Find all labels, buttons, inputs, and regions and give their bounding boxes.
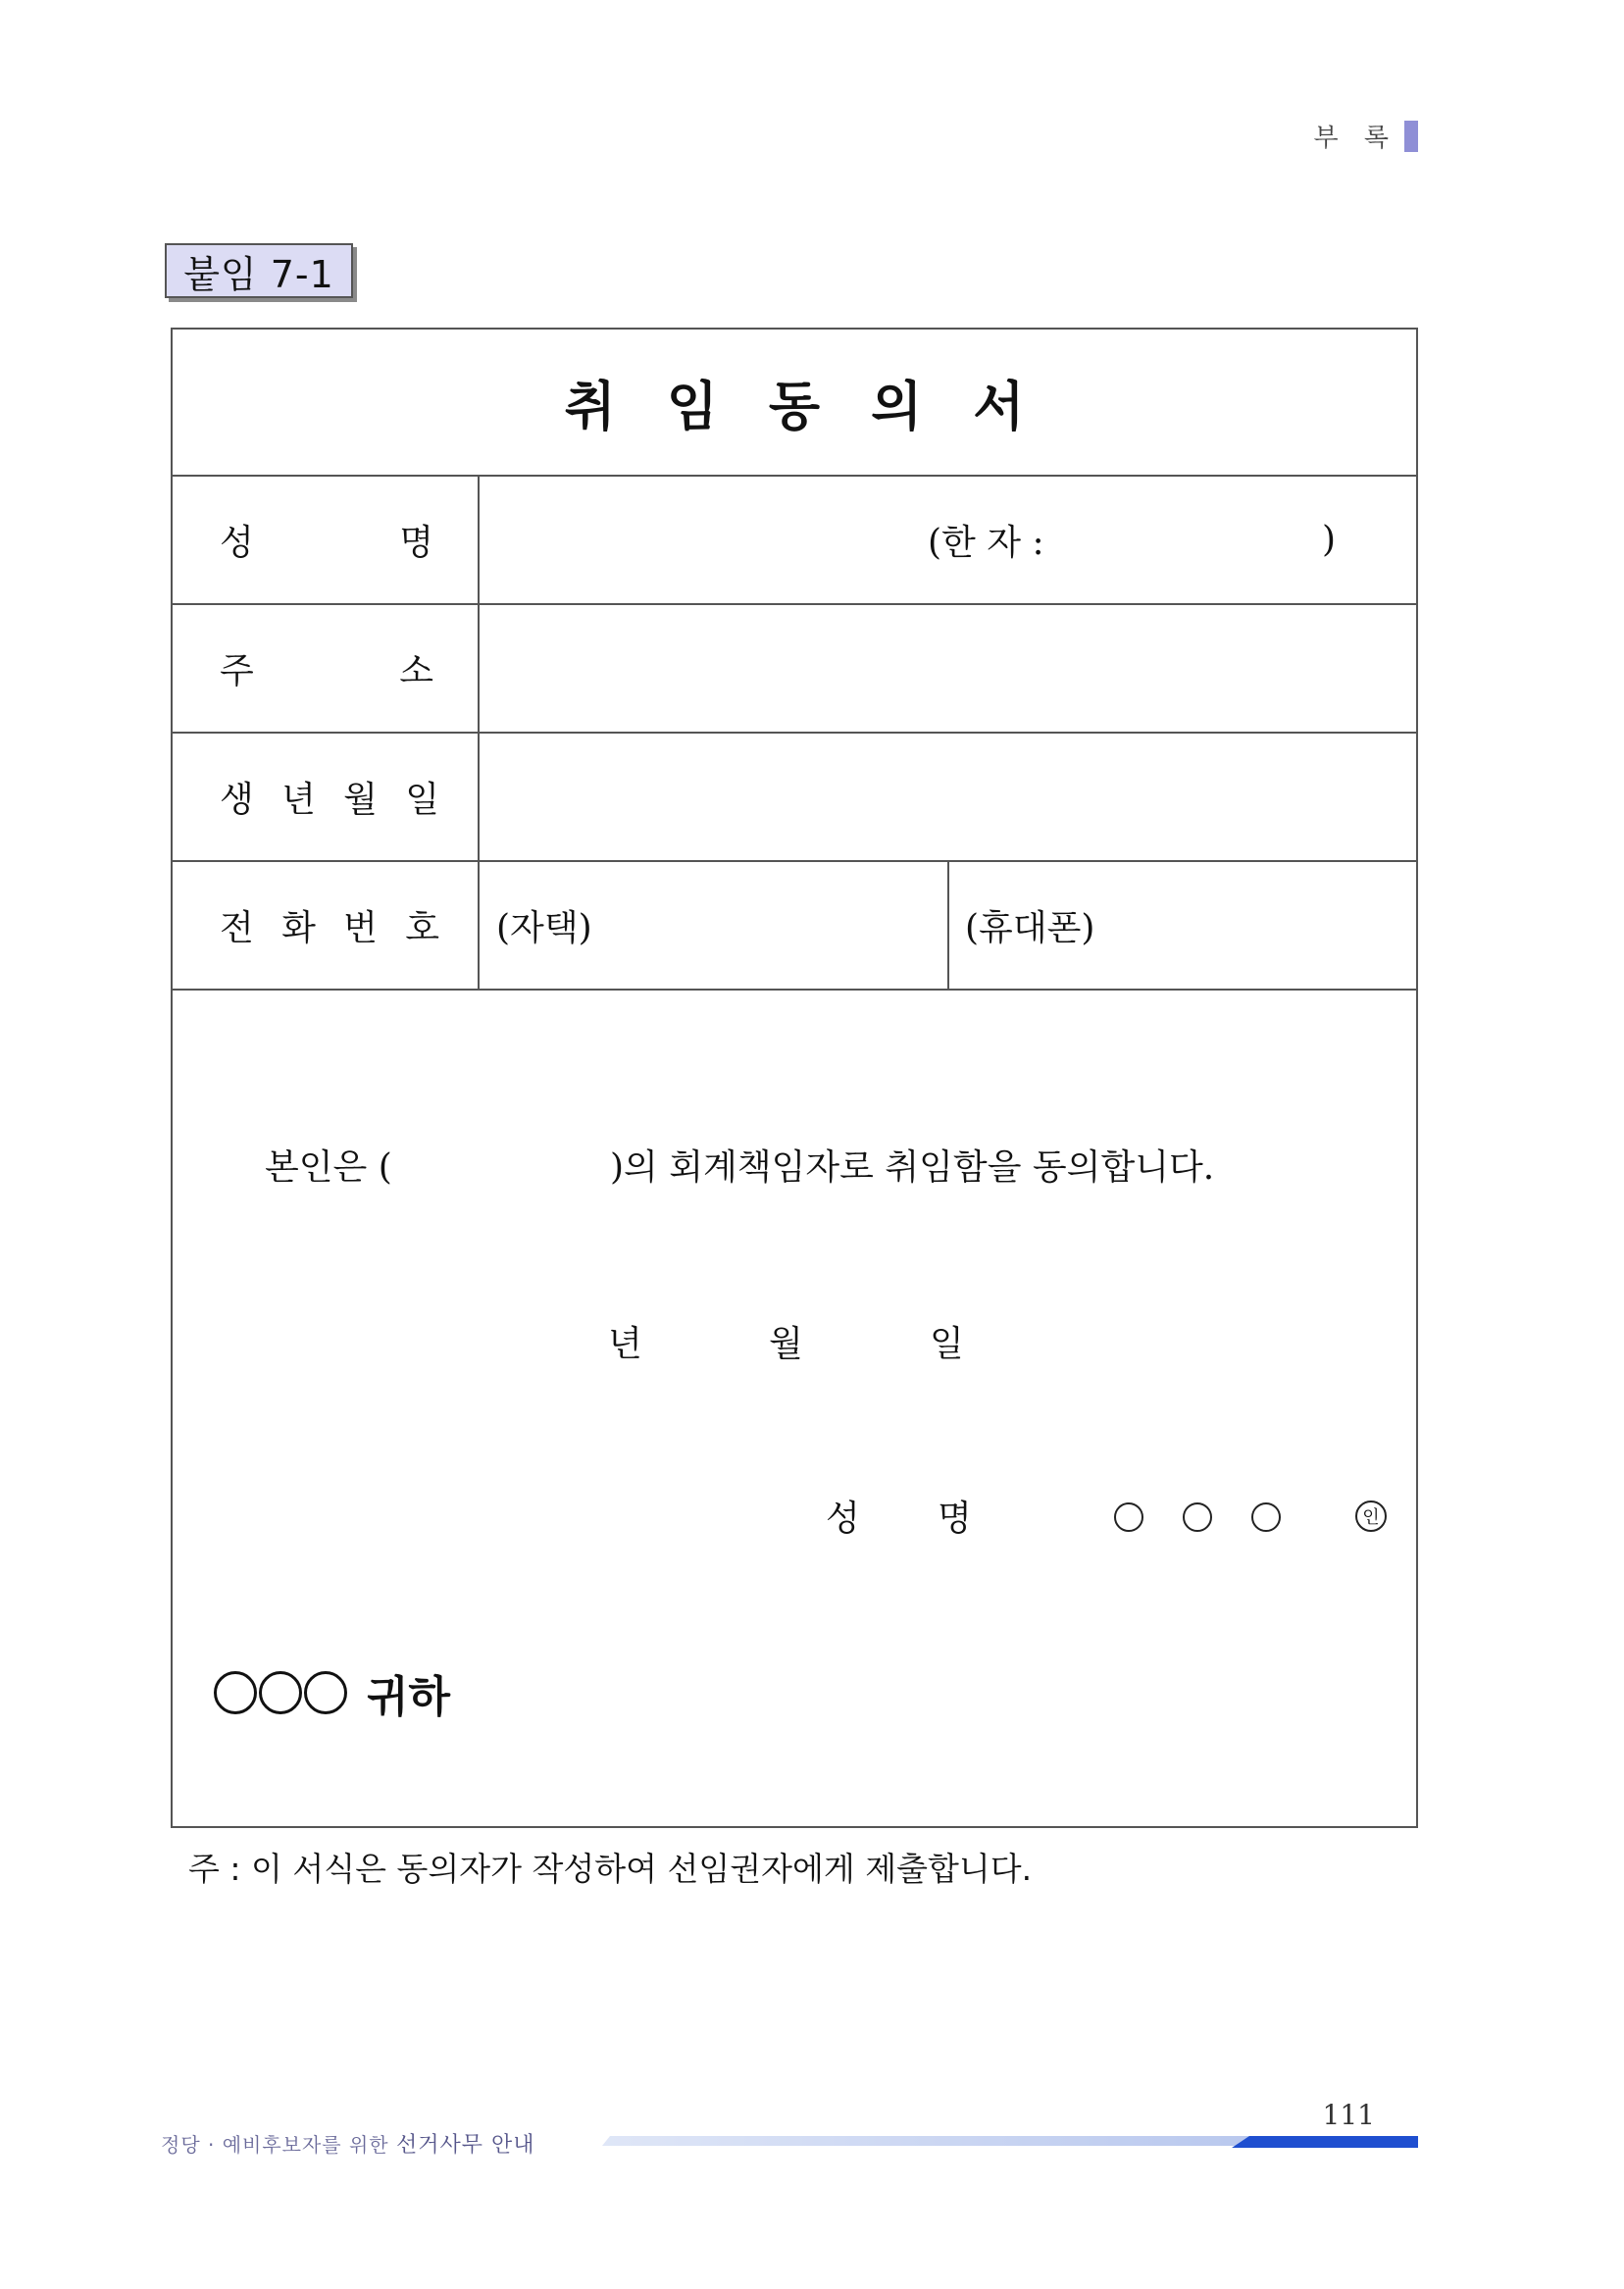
consent-form <box>171 328 1418 1828</box>
section-label-text: 부 록 <box>1313 124 1391 153</box>
signer-name-label-2: 명 <box>938 1499 972 1539</box>
label-char: 화 <box>281 908 316 948</box>
address-label <box>173 605 479 732</box>
birthdate-field[interactable] <box>482 736 1414 858</box>
consent-prefix: 본인은 ( <box>265 1147 392 1188</box>
mobile-phone-label: (휴대폰) <box>965 908 1095 948</box>
addressee-placeholder-circle <box>214 1671 257 1714</box>
footer-title-strong: 선거사무 안내 <box>396 2133 535 2158</box>
consent-statement: )의 회계책임자로 취임함을 동의합니다. <box>610 1147 1215 1188</box>
hanja-close: ) <box>1322 520 1337 560</box>
date-year-label: 년 <box>608 1324 642 1364</box>
home-phone-field[interactable] <box>496 862 928 989</box>
label-char: 주 <box>220 651 254 691</box>
form-note: 주 : 이 서식은 동의자가 작성하여 선임권자에게 제출합니다. <box>188 1850 1033 1888</box>
name-label <box>173 477 479 603</box>
section-label <box>1314 118 1419 154</box>
addressee-honorific: 귀하 <box>367 1672 451 1722</box>
mobile-phone-field[interactable] <box>965 862 1396 989</box>
placeholder-circle <box>1251 1502 1281 1532</box>
birthdate-label <box>173 734 479 860</box>
table-column-divider <box>947 860 949 989</box>
hanja-label: (한 자 : <box>928 523 1044 563</box>
addressee-placeholder-circle <box>304 1671 347 1714</box>
form-title-char: 서 <box>973 374 1025 437</box>
label-char: 생 <box>220 780 254 820</box>
name-field[interactable] <box>482 479 904 601</box>
seal-char: 인 <box>1355 1501 1387 1532</box>
addressee-placeholder-circle <box>259 1671 302 1714</box>
footer-title <box>161 2128 535 2159</box>
signer-name-label-1: 성 <box>826 1499 860 1539</box>
form-title-char: 임 <box>666 374 718 437</box>
attachment-tag: 붙임 7-1 <box>165 243 353 298</box>
form-title-char: 동 <box>768 374 821 437</box>
table-divider <box>173 989 1416 991</box>
address-field[interactable] <box>482 607 1414 730</box>
form-title-char: 의 <box>871 374 923 437</box>
date-month-label: 월 <box>769 1324 803 1364</box>
home-phone-label: (자택) <box>496 908 592 948</box>
seal-mark <box>1355 1501 1387 1532</box>
footer-title-small: 정당 · 예비후보자를 위한 <box>161 2133 389 2157</box>
section-marker-bar <box>1404 121 1418 152</box>
label-char: 월 <box>343 780 378 820</box>
label-char: 전 <box>220 908 254 948</box>
form-title-char: 취 <box>564 374 616 437</box>
form-title <box>173 330 1416 475</box>
label-char: 소 <box>399 651 433 691</box>
label-char: 성 <box>220 523 254 563</box>
label-char: 일 <box>405 780 439 820</box>
phone-label <box>173 862 479 989</box>
label-char: 호 <box>405 908 439 948</box>
label-char: 명 <box>399 523 433 563</box>
date-day-label: 일 <box>930 1324 964 1364</box>
page-number: 111 <box>1322 2099 1375 2131</box>
label-char: 번 <box>343 908 378 948</box>
placeholder-circle <box>1114 1502 1143 1532</box>
addressee <box>214 1661 450 1724</box>
footer-decorative-bar <box>602 2134 1418 2148</box>
label-char: 년 <box>281 780 316 820</box>
signer-name-placeholder <box>1114 1502 1281 1532</box>
placeholder-circle <box>1183 1502 1212 1532</box>
